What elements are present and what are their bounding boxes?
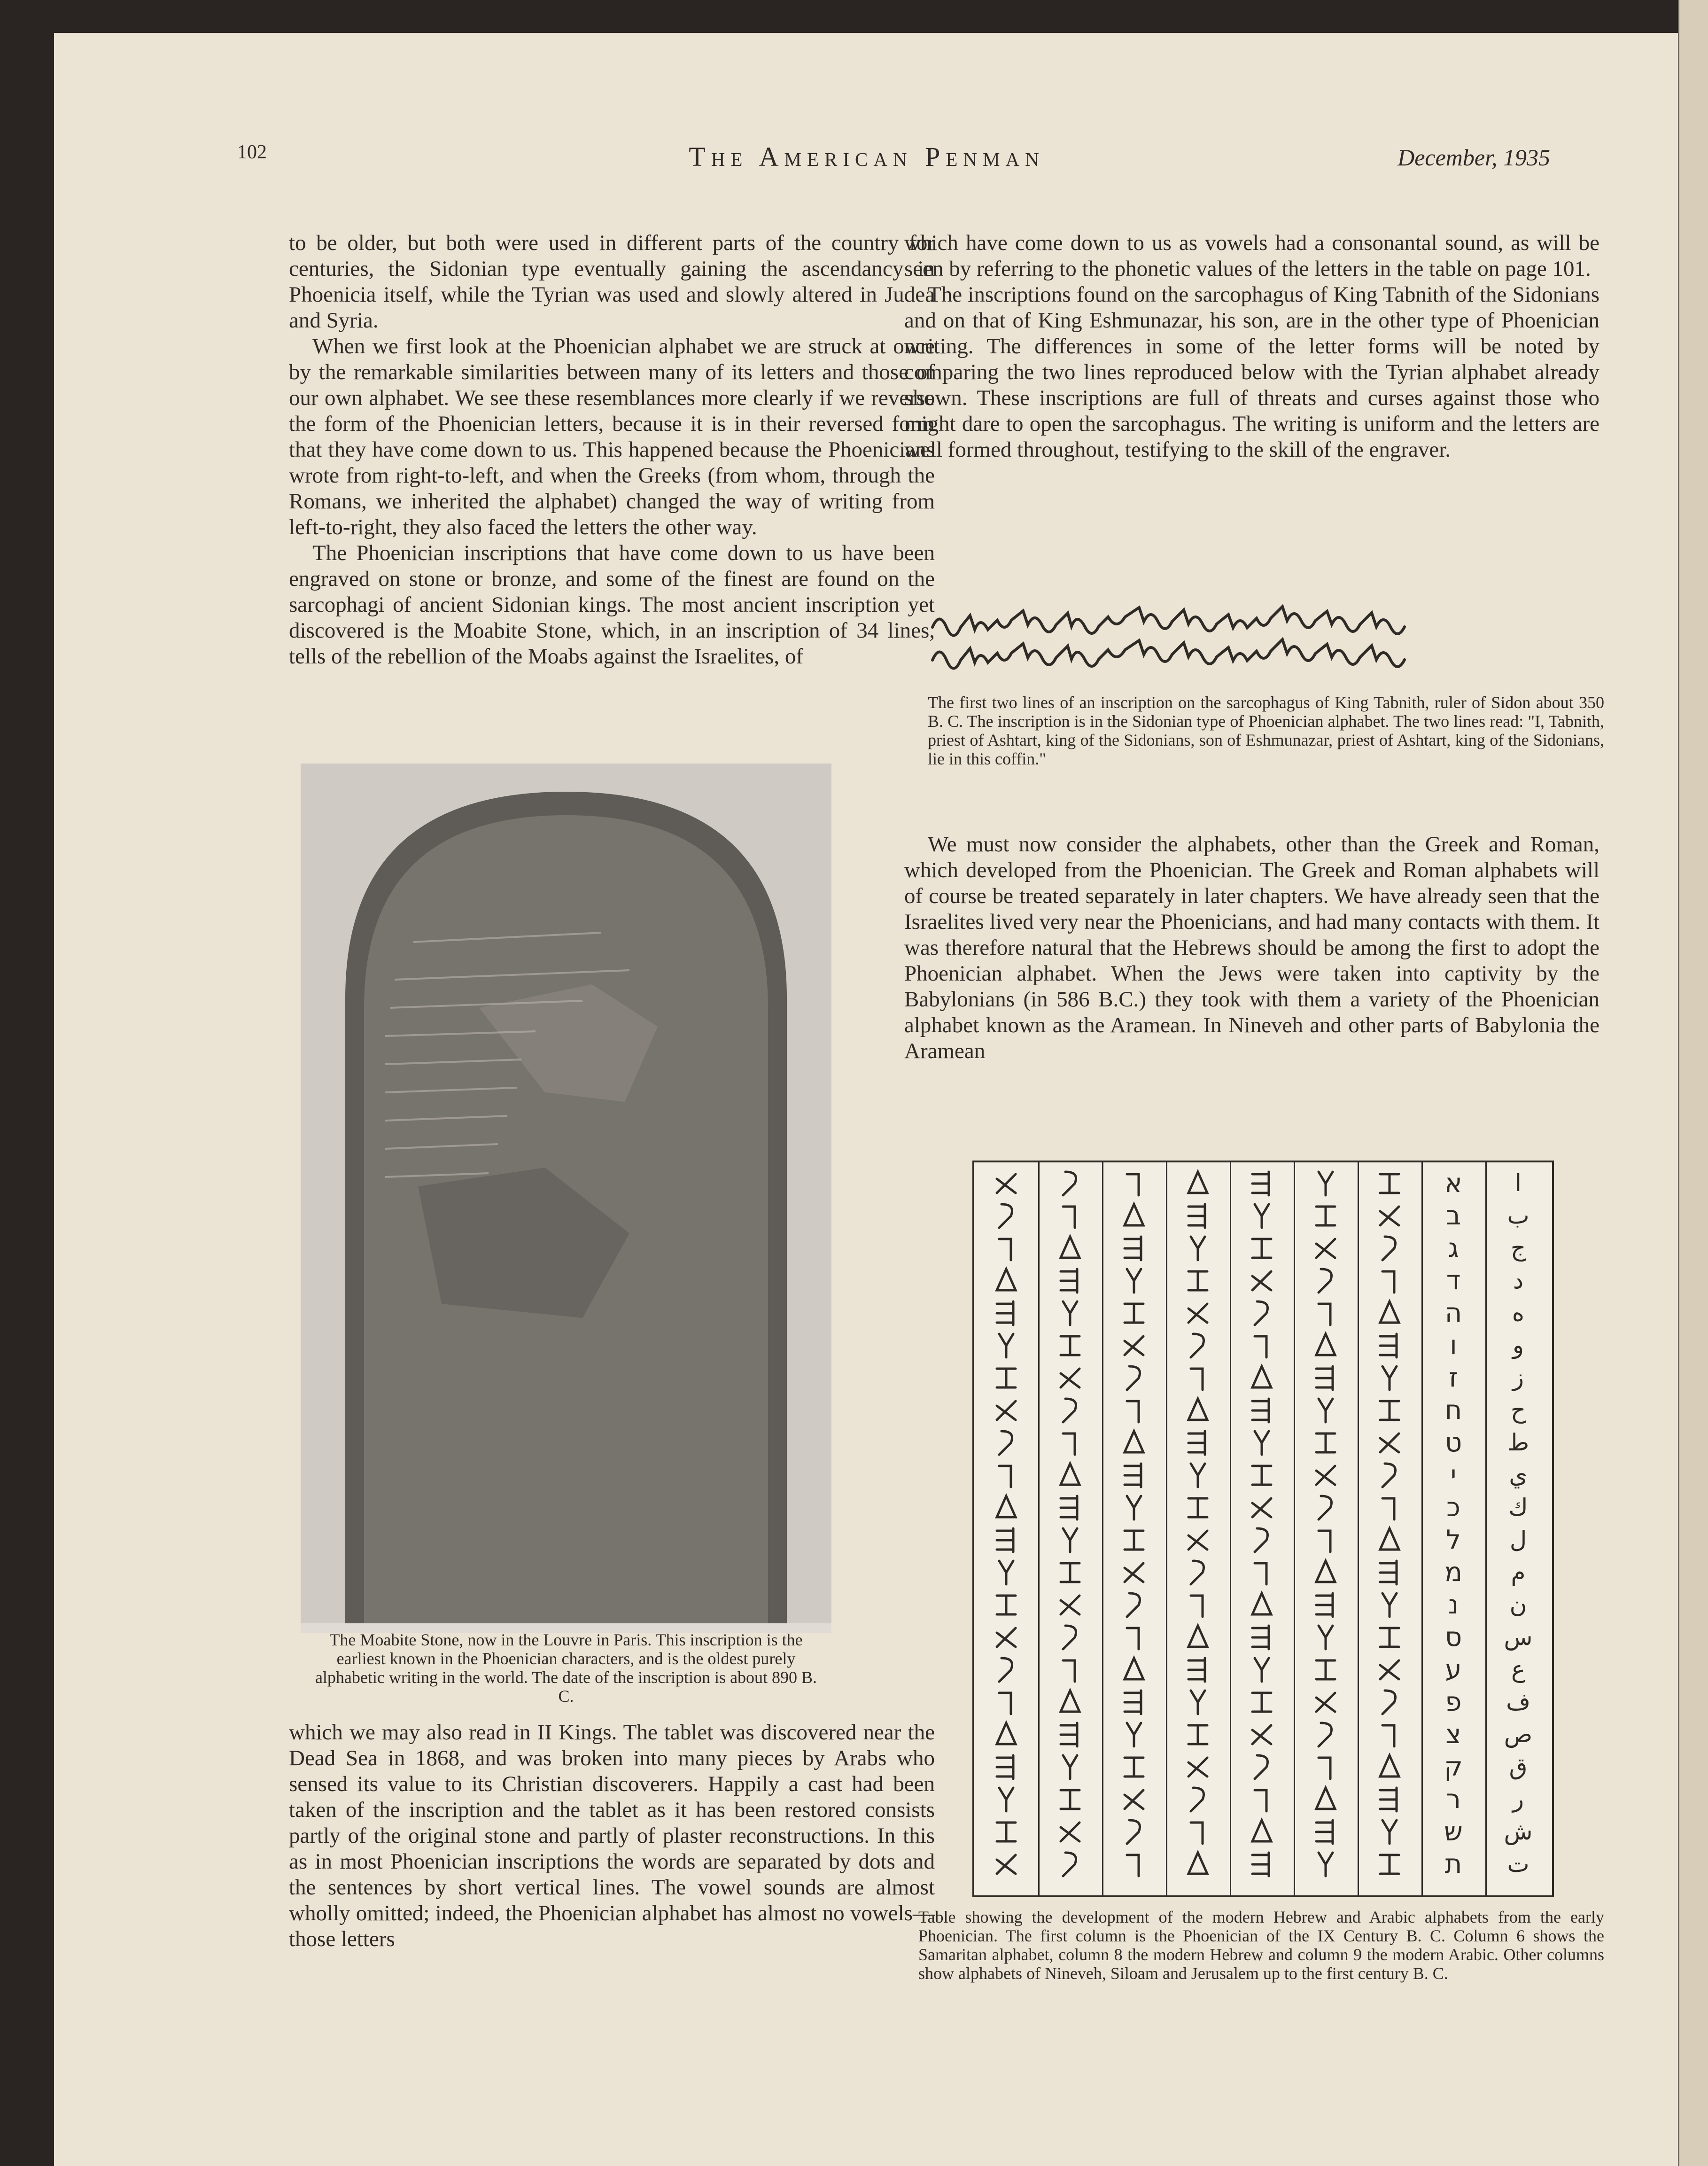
archaic-glyph	[1063, 1301, 1077, 1325]
hebrew-letter: ב	[1445, 1200, 1461, 1231]
arabic-letter: ش	[1504, 1818, 1533, 1845]
archaic-glyph	[1191, 1823, 1203, 1844]
archaic-glyph	[1125, 1658, 1143, 1679]
arabic-column	[1485, 1167, 1551, 1880]
hebrew-letter: פ	[1445, 1687, 1462, 1717]
archaic-glyph	[1125, 1790, 1143, 1809]
archaic-glyph	[1127, 1820, 1140, 1844]
archaic-glyph	[1127, 1496, 1141, 1519]
hebrew-letter: ח	[1444, 1395, 1462, 1426]
archaic-glyph	[1188, 1172, 1207, 1193]
archaic-glyph	[1380, 1301, 1399, 1323]
archaic-glyph	[1255, 1790, 1266, 1811]
archaic-glyph	[1255, 1301, 1268, 1325]
stone-image	[301, 764, 831, 1633]
archaic-glyph	[1382, 1271, 1394, 1293]
archaic-glyph	[1319, 1531, 1330, 1552]
running-header	[54, 141, 1679, 179]
archaic-glyph	[1061, 1596, 1079, 1614]
archaic-glyph	[997, 1269, 1016, 1290]
hebrew-letter: ה	[1444, 1298, 1462, 1328]
archaic-glyph	[999, 1431, 1012, 1455]
arabic-letter: ا	[1515, 1169, 1522, 1197]
archaic-glyph	[1252, 1626, 1269, 1649]
arabic-letter: و	[1512, 1332, 1524, 1359]
archaic-glyph	[1382, 1725, 1394, 1746]
archaic-glyph	[997, 1628, 1016, 1647]
archaic-glyph	[1188, 1658, 1205, 1682]
archaic-glyph	[1380, 1334, 1397, 1357]
hebrew-letter: י	[1450, 1460, 1457, 1490]
archaic-glyph	[1319, 1626, 1333, 1649]
archaic-glyph	[1125, 1563, 1143, 1582]
archaic-glyph	[999, 1561, 1013, 1584]
archaic-glyph	[1127, 1855, 1139, 1876]
paragraph: which have come down to us as vowels had a consonantal sound, as will be seen by referring to the phonetic values of the letters in the table on page 101.	[904, 231, 1599, 281]
archaic-glyph	[1191, 1788, 1204, 1811]
archaic-glyph	[1061, 1336, 1079, 1355]
archaic-glyph	[1316, 1820, 1333, 1844]
archaic-glyph	[997, 1755, 1013, 1779]
issue-date: December, 1935	[1397, 144, 1550, 171]
archaic-glyph	[1188, 1725, 1207, 1744]
archaic-glyph	[1125, 1758, 1143, 1776]
paragraph: to be older, but both were used in different parts of the country for centuries, the Sidonian type eventually gaining the ascendancy in Phoenicia itself, while the Tyrian was used and slowly altered in Judea and Syria.	[289, 231, 935, 333]
arabic-letter: د	[1513, 1267, 1524, 1294]
archaic-glyph	[1255, 1755, 1268, 1779]
archaic-glyph	[1063, 1626, 1076, 1649]
archaic-glyph	[1380, 1660, 1399, 1679]
paragraph: When we first look at the Phoenician alphabet we are struck at once by the remarkable similarities between many of its letters and those of our own alphabet. We see these resemblances more clearly if we reverse the form of the Phoenician letters, because it is in their reversed form that they have come down to us. This happened because the Phoenicians wrote from right-to-left, and when the Greeks (from whom, through the Romans, we inherited the alphabet) changed the way of writing from left-to-right, they also faced the letters the other way.	[289, 334, 935, 539]
hebrew-letter: ס	[1444, 1622, 1462, 1652]
archaic-glyph	[1188, 1204, 1205, 1228]
arabic-letter: س	[1504, 1623, 1533, 1651]
archaic-glyph	[1316, 1593, 1333, 1617]
archaic-glyph	[1188, 1853, 1207, 1874]
archaic-glyph	[1252, 1693, 1271, 1712]
hebrew-letter: ת	[1444, 1849, 1462, 1879]
arabic-letter: م	[1511, 1558, 1526, 1586]
hebrew-letter: ש	[1444, 1816, 1463, 1847]
archaic-glyph	[1191, 1464, 1205, 1487]
moabite-stone-photo	[301, 764, 831, 1633]
archaic-glyph	[1188, 1271, 1207, 1290]
archaic-glyph	[1382, 1820, 1397, 1844]
archaic-glyph	[1380, 1528, 1399, 1550]
archaic-glyph	[1191, 1561, 1204, 1584]
archaic-glyph	[1252, 1466, 1271, 1485]
stone-caption: The Moabite Stone, now in the Louvre in Paris. This inscription is the earliest known in the Phoenician characters, and is the oldest purely alphabetic writing in the world. The date of the inscription is about 890 B. C.	[315, 1630, 817, 1706]
left-continuation	[289, 1720, 935, 1952]
archaic-glyph	[1316, 1466, 1335, 1485]
archaic-glyph	[1063, 1853, 1076, 1876]
archaic-glyph	[1382, 1498, 1394, 1519]
hebrew-column	[1421, 1167, 1485, 1880]
archaic-glyph	[997, 1174, 1016, 1193]
archaic-glyph	[1252, 1271, 1271, 1290]
archaic-glyph	[1380, 1434, 1399, 1452]
archaic-glyph	[1255, 1431, 1269, 1455]
archaic-glyph	[1380, 1401, 1399, 1420]
archaic-glyph	[1319, 1399, 1333, 1422]
archaic-glyph	[1319, 1496, 1332, 1519]
paragraph: which we may also read in II Kings. The tablet was discovered near the Dead Sea in 1868, and was broken into many pieces by Arabs who sensed its value to its Christian discoverers. Happily a cast had been taken of the inscription and the tablet as it has been restored consists partly of the original stone and partly of plaster reconstructions. In this as in most Phoenician inscriptions the words are separated by dots and the sentences by short vertical lines. The vowel sounds are almost wholly omitted; indeed, the Phoenician alphabet has almost no vowels—those letters	[289, 1720, 935, 1951]
archaic-glyph	[1125, 1304, 1143, 1323]
right-column-text	[904, 230, 1599, 463]
archaic-glyph	[1252, 1399, 1269, 1422]
page	[54, 33, 1679, 2166]
archaic-glyph	[1191, 1334, 1204, 1357]
archaic-glyph	[997, 1823, 1016, 1841]
archaic-glyph	[1380, 1788, 1397, 1811]
archaic-glyph	[1125, 1336, 1143, 1355]
arabic-letter: ك	[1508, 1494, 1528, 1521]
archaic-glyph	[1125, 1204, 1143, 1225]
archaic-glyph	[1380, 1207, 1399, 1225]
archaic-glyph	[1316, 1239, 1335, 1258]
hebrew-letter: ו	[1450, 1330, 1457, 1361]
archaic-glyph	[997, 1496, 1016, 1517]
archaic-glyph	[1188, 1431, 1205, 1455]
archaic-glyph	[1316, 1660, 1335, 1679]
archaic-glyph	[1188, 1531, 1207, 1550]
right-column-text-2	[904, 832, 1599, 1064]
paragraph: We must now consider the alphabets, other than the Greek and Roman, which developed from the Phoenician. The Greek and Roman alphabets will of course be treated separately in later chapters. We have already seen that the Israelites lived very near the Phoenicians, and had many contacts with them. It was therefore natural that the Hebrews should be among the first to adopt the Phoenician alphabet. When the Jews were taken into captivity by the Babylonians (in 586 B.C.) they took with them a variety of the Phoenician alphabet known as the Aramean. In Nineveh and other parts of Babylonia the Aramean	[904, 832, 1599, 1063]
archaic-glyph	[1319, 1269, 1332, 1293]
arabic-letter: ل	[1509, 1526, 1527, 1553]
archaic-glyph	[997, 1528, 1013, 1552]
paragraph: The inscriptions found on the sarcophagus of King Tabnith of the Sidonians and on that of King Eshmunazar, his son, are in the other type of Phoenician writing. The differences in some of the letter forms will be noted by comparing the two lines reproduced below with the Tyrian alphabet already shown. These inscriptions are full of threats and curses against those who might dare to open the sarcophagus. The writing is uniform and the letters are well formed throughout, testifying to the skill of the engraver.	[904, 282, 1599, 462]
archaic-glyph	[1380, 1855, 1399, 1874]
archaic-glyph	[1255, 1528, 1268, 1552]
hebrew-letter: ע	[1445, 1654, 1462, 1685]
archaic-glyph	[1319, 1853, 1333, 1876]
inscription-image	[928, 601, 1604, 677]
hebrew-letter: ל	[1446, 1525, 1461, 1555]
archaic-glyph	[1188, 1626, 1207, 1647]
archaic-glyph	[1316, 1693, 1335, 1712]
arabic-letter: ح	[1510, 1396, 1526, 1424]
archaic-glyph	[1127, 1401, 1139, 1422]
archaic-glyph	[1125, 1691, 1141, 1714]
arabic-letter: ف	[1506, 1688, 1530, 1715]
archaic-glyph	[997, 1596, 1016, 1614]
archaic-glyph	[997, 1301, 1013, 1325]
archaic-glyph	[1188, 1758, 1207, 1776]
archaic-glyph	[1063, 1660, 1075, 1682]
archaic-glyph	[1255, 1658, 1269, 1682]
arabic-letter: ج	[1510, 1234, 1526, 1262]
hebrew-letter: א	[1444, 1168, 1462, 1199]
archaic-glyph	[1319, 1723, 1332, 1746]
archaic-glyph	[1061, 1496, 1077, 1519]
archaic-glyph	[1252, 1725, 1271, 1744]
paragraph: The Phoenician inscriptions that have come down to us have been engraved on stone or bronze, and some of the finest are found on the sarcophagi of ancient Sidonian kings. The most ancient inscription yet discovered is the Moabite Stone, which, in an inscription of 34 lines, tells of the rebellion of the Moabs against the Israelites, of	[289, 541, 935, 669]
archaic-glyph	[999, 1693, 1011, 1714]
hebrew-letter: ז	[1449, 1363, 1458, 1393]
archaic-glyph	[1316, 1366, 1333, 1390]
archaic-glyph	[1063, 1528, 1077, 1552]
arabic-letter: ي	[1509, 1461, 1528, 1488]
archaic-glyph	[1252, 1366, 1271, 1387]
archaic-glyph	[1125, 1237, 1141, 1260]
archaic-glyph	[997, 1855, 1016, 1874]
archaic-glyph	[1382, 1366, 1397, 1390]
archaic-glyph	[1061, 1369, 1079, 1387]
archaic-glyph	[999, 1658, 1012, 1682]
arabic-letter: ن	[1509, 1591, 1527, 1618]
archaic-glyph	[1191, 1237, 1205, 1260]
archaic-glyph	[1316, 1434, 1335, 1452]
arabic-letter: ق	[1509, 1753, 1528, 1780]
archaic-glyph	[1125, 1431, 1143, 1452]
archaic-glyph	[1127, 1723, 1141, 1746]
table-caption: Table showing the development of the modern Hebrew and Arabic alphabets from the early Phoenician. The first column is the Phoenician of the IX Century B. C. Column 6 shows the Samaritan alphabet, column 8 the modern Hebrew and column 9 the modern Arabic. Other columns show alphabets of Nineveh, Siloam and Jerusalem up to the first century B. C.	[918, 1908, 1604, 1983]
archaic-glyph	[1316, 1561, 1335, 1582]
archaic-glyph	[1063, 1172, 1076, 1195]
hebrew-letter: ט	[1444, 1427, 1462, 1458]
hebrew-letter: ד	[1446, 1265, 1461, 1296]
archaic-glyph	[997, 1723, 1016, 1744]
archaic-glyph	[1188, 1399, 1207, 1420]
archaic-glyph	[1188, 1304, 1207, 1323]
alphabet-table	[972, 1161, 1554, 1897]
archaic-glyph	[1061, 1464, 1079, 1485]
archaic-glyph	[1191, 1596, 1203, 1617]
archaic-glyph	[999, 1239, 1011, 1260]
journal-title: The American Penman	[689, 141, 1045, 172]
arabic-letter: ط	[1507, 1429, 1529, 1456]
archaic-glyph	[999, 1334, 1013, 1357]
archaic-glyph	[1252, 1172, 1269, 1195]
archaic-glyph	[1188, 1498, 1207, 1517]
page-number: 102	[237, 141, 267, 163]
archaic-glyph	[997, 1401, 1016, 1420]
archaic-glyph	[1319, 1172, 1333, 1195]
archaic-glyph	[1319, 1304, 1330, 1325]
archaic-glyph	[1255, 1336, 1266, 1357]
archaic-glyph	[1252, 1239, 1271, 1258]
archaic-glyph	[1255, 1563, 1266, 1584]
archaic-glyph	[999, 1466, 1011, 1487]
archaic-glyph	[997, 1369, 1016, 1387]
archaic-glyph	[1316, 1788, 1335, 1809]
archaic-glyph	[999, 1204, 1012, 1228]
archaic-glyph	[1191, 1691, 1205, 1714]
archaic-glyph	[1125, 1464, 1141, 1487]
archaic-glyph	[1061, 1237, 1079, 1258]
archaic-glyph	[1063, 1434, 1075, 1455]
archaic-glyph	[1316, 1334, 1335, 1355]
archaic-glyph	[1319, 1758, 1330, 1779]
archaic-glyph	[1061, 1269, 1077, 1293]
archaic-glyph	[1061, 1563, 1079, 1582]
hebrew-letter: ר	[1446, 1784, 1461, 1815]
hebrew-letter: ק	[1444, 1752, 1463, 1782]
archaic-glyph	[1380, 1755, 1399, 1776]
archaic-glyph	[1380, 1174, 1399, 1193]
arabic-letter: ص	[1504, 1721, 1533, 1748]
archaic-glyph	[1382, 1237, 1396, 1260]
left-column-text	[289, 230, 935, 670]
tabnith-inscription-image	[928, 601, 1604, 677]
hebrew-letter: ג	[1448, 1233, 1459, 1263]
archaic-glyph	[1316, 1207, 1335, 1225]
archaic-glyph	[1061, 1723, 1077, 1746]
hebrew-letter: כ	[1446, 1492, 1460, 1523]
hebrew-letter: צ	[1445, 1719, 1461, 1750]
archaic-glyph	[1063, 1207, 1075, 1228]
archaic-glyph	[1380, 1561, 1397, 1584]
archaic-glyph	[1063, 1755, 1077, 1779]
archaic-glyph	[1127, 1174, 1139, 1195]
archaic-glyph	[1125, 1531, 1143, 1550]
archaic-glyph	[1061, 1823, 1079, 1841]
inscription-caption: The first two lines of an inscription on the sarcophagus of King Tabnith, ruler of Sidon about 350 B. C. The inscription is in the Sidonian type of Phoenician alphabet. The two lines read: "I, Tabnith, priest of Ashtart, king of the Sidonians, son of Eshmunazar, priest of Ashtart, king of the Sidonians, lie in this coffin."	[928, 693, 1604, 768]
hebrew-letter: מ	[1444, 1557, 1463, 1588]
archaic-glyph	[1127, 1366, 1140, 1390]
hebrew-letter: נ	[1448, 1589, 1459, 1620]
archaic-glyph	[1127, 1628, 1139, 1649]
archaic-glyph	[1127, 1593, 1140, 1617]
archaic-glyph	[1252, 1498, 1271, 1517]
archaic-glyph	[1191, 1369, 1203, 1390]
arabic-letter: ه	[1512, 1299, 1525, 1326]
arabic-letter: ر	[1512, 1785, 1524, 1813]
archaic-glyph	[1382, 1464, 1396, 1487]
archaic-glyph	[1061, 1691, 1079, 1712]
archaic-glyph	[1380, 1628, 1399, 1647]
arabic-letter: ت	[1507, 1850, 1529, 1878]
archaic-glyph	[1063, 1399, 1076, 1422]
archaic-glyph	[1255, 1204, 1269, 1228]
archaic-glyph	[1252, 1853, 1269, 1876]
adjacent-page-edge	[1678, 0, 1708, 2166]
archaic-glyph	[1382, 1691, 1396, 1714]
arabic-letter: ز	[1512, 1364, 1524, 1391]
arabic-letter: ب	[1507, 1202, 1529, 1229]
archaic-glyph	[1061, 1790, 1079, 1809]
archaic-glyph	[999, 1788, 1013, 1811]
archaic-glyph	[1252, 1820, 1271, 1841]
arabic-letter: ع	[1511, 1656, 1525, 1683]
archaic-glyph	[1382, 1593, 1397, 1617]
archaic-glyph	[1127, 1269, 1141, 1293]
archaic-glyph	[1252, 1593, 1271, 1614]
